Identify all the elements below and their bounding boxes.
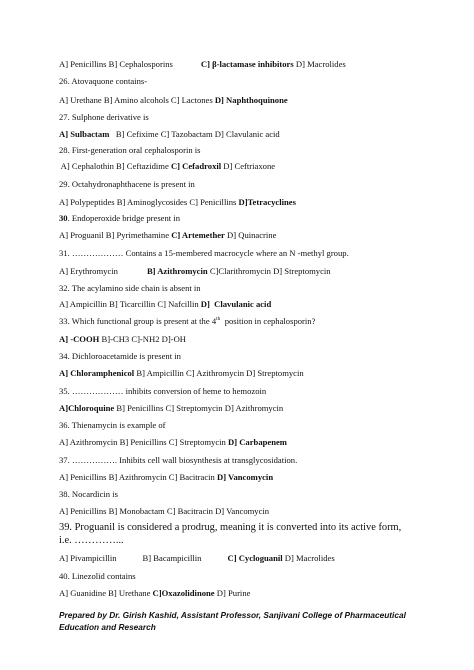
q39-question: 39. Proguanil is considered a prodrug, meaning it is converted into its active form, bbox=[59, 522, 402, 533]
q26-question: 26. Atovaquone contains- bbox=[59, 76, 148, 86]
option-text: A] Penicillins B] Cephalosporins bbox=[59, 59, 173, 69]
answer-highlight: D] Vancomycin bbox=[217, 472, 274, 482]
answer-highlight: D] Clavulanic acid bbox=[200, 299, 272, 309]
page-footer: Prepared by Dr. Girish Kashid, Assistant Professor, Sanjivani College of Pharmaceutical Education and Research bbox=[59, 610, 406, 632]
answer-highlight: A] Sulbactam bbox=[59, 129, 110, 139]
q28-question: 28. First-generation oral cephalosporin is bbox=[59, 145, 201, 155]
q38-options: A] Penicillins B] Monobactam C] Bacitracin D] Vancomycin bbox=[59, 506, 270, 516]
q30-question bbox=[59, 213, 180, 224]
q29-question: 29. Octahydronaphthacene is present in bbox=[59, 179, 195, 189]
option-text: A] Polypeptides B] Aminoglycosides C] Penicillins bbox=[59, 197, 239, 207]
option-text: D] Purine bbox=[214, 588, 251, 598]
q40-options bbox=[59, 588, 250, 599]
answer-highlight: A] -COOH bbox=[59, 334, 102, 344]
q40-question: 40. Linezolid contains bbox=[59, 571, 136, 581]
option-text: A] Ampicillin B] Ticarcillin C] Nafcillin bbox=[59, 299, 201, 309]
q32-question: 32. The acylamino side chain is absent in bbox=[59, 283, 201, 293]
q27-question: 27. Sulphone derivative is bbox=[59, 112, 149, 122]
option-text: D] Macrolides bbox=[282, 553, 335, 563]
q28-options bbox=[59, 161, 275, 172]
option-text: B] Ampicillin C] Azithromycin D] Streptomycin bbox=[134, 368, 304, 378]
question-number: 30 bbox=[59, 213, 68, 223]
q39-options bbox=[59, 553, 335, 564]
answer-highlight: D] Carbapenem bbox=[228, 437, 287, 447]
option-text: D] Ceftriaxone bbox=[221, 161, 276, 171]
answer-highlight: C] β-lactamase inhibitors bbox=[200, 59, 294, 69]
answer-highlight: A] Chloramphenicol bbox=[59, 368, 135, 378]
q31-question: 31. ……………… Contains a 15-membered macrocycle where an N -methyl group. bbox=[59, 248, 349, 258]
q34-options bbox=[59, 368, 304, 379]
answer-highlight: D]Tetracyclines bbox=[238, 197, 296, 207]
option-text: A] Urethane B] Amino alcohols C] Lactones bbox=[59, 95, 215, 105]
option-text: C]Clarithromycin D] Streptomycin bbox=[207, 266, 331, 276]
answer-highlight: C] Cefadroxil bbox=[170, 161, 222, 171]
q31-options bbox=[59, 266, 331, 277]
option-text: B] Penicillins C] Streptomycin D] Azithromycin bbox=[114, 403, 284, 413]
q34-question: 34. Dichloroacetamide is present in bbox=[59, 351, 181, 361]
q36-options bbox=[59, 437, 287, 448]
q37-question: 37. ……………. Inhibits cell wall biosynthesis at transglycosidation. bbox=[59, 455, 298, 465]
option-text: A] Guanidine B] Urethane bbox=[59, 588, 153, 598]
q30-options bbox=[59, 230, 276, 241]
q35-options bbox=[59, 403, 283, 414]
q38-question: 38. Nocardicin is bbox=[59, 489, 118, 499]
q29-options bbox=[59, 197, 296, 208]
answer-highlight: B] Azithromycin bbox=[146, 266, 208, 276]
q33-options bbox=[59, 334, 186, 345]
q26-options bbox=[59, 95, 288, 106]
question-text: 33. Which functional group is present at the 4 bbox=[59, 316, 217, 326]
question-text: position in cephalosporin? bbox=[220, 316, 316, 326]
option-text: D] Macrolides bbox=[293, 59, 346, 69]
q39-question-cont: i.e. …………... bbox=[59, 535, 124, 546]
option-text: A] Cephalothin B] Ceftazidime bbox=[59, 161, 171, 171]
q35-question: 35. ……………… inhibits conversion of heme to hemozoin bbox=[59, 386, 267, 396]
question-text: . Endoperoxide bridge present in bbox=[67, 213, 180, 223]
answer-highlight: C] Artemether bbox=[171, 230, 225, 240]
q27-options bbox=[59, 129, 280, 140]
option-text: A] Penicillins B] Azithromycin C] Bacitracin bbox=[59, 472, 217, 482]
answer-highlight: C]Oxazolidinone bbox=[152, 588, 215, 598]
option-text: A] Pivampicillin bbox=[59, 553, 117, 563]
q25-options bbox=[59, 59, 346, 70]
option-text: B] Cefixime C] Tazobactam D] Clavulanic acid bbox=[109, 129, 280, 139]
answer-highlight: A]Chloroquine bbox=[59, 403, 115, 413]
option-text: A] Erythromycin bbox=[59, 266, 118, 276]
option-text: A] Azithromycin B] Penicillins C] Streptomycin bbox=[59, 437, 228, 447]
option-text: B] Bacampicillin bbox=[142, 553, 202, 563]
option-text: A] Proguanil B] Pyrimethamine bbox=[59, 230, 172, 240]
option-text: D] Quinacrine bbox=[224, 230, 277, 240]
q36-question: 36. Thienamycin is example of bbox=[59, 420, 166, 430]
q33-question bbox=[59, 316, 315, 327]
answer-highlight: D] Naphthoquinone bbox=[214, 95, 288, 105]
superscript: th bbox=[216, 316, 221, 323]
q32-options bbox=[59, 299, 271, 310]
option-text: B]-CH3 C]-NH2 D]-OH bbox=[101, 334, 186, 344]
q37-options bbox=[59, 472, 273, 483]
answer-highlight: C] Cycloguanil bbox=[227, 553, 283, 563]
